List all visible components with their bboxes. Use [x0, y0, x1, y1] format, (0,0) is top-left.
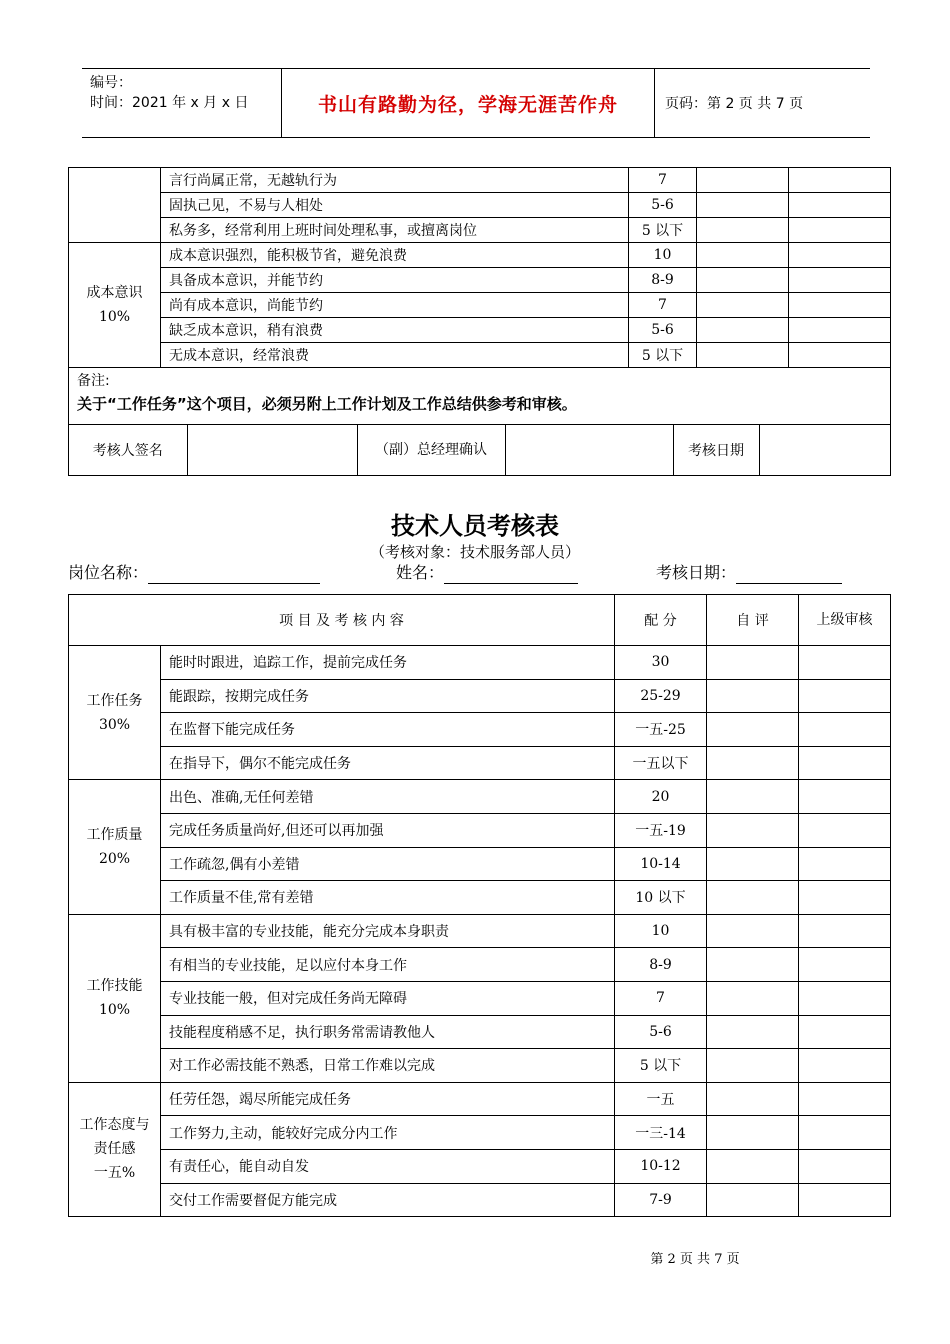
table-row: [69, 813, 891, 847]
self-eval-cell[interactable]: [697, 168, 789, 193]
supervisor-cell[interactable]: [799, 948, 891, 982]
evaluation-date-field[interactable]: [656, 562, 842, 584]
supervisor-cell[interactable]: [799, 813, 891, 847]
table-row: [69, 646, 891, 680]
score-value: 10 以下: [615, 881, 707, 915]
table-row: [69, 948, 891, 982]
reviewer-signature-field[interactable]: [187, 425, 357, 475]
note-text: 关于“工作任务”这个项目，必须另附上工作计划及工作总结供参考和审核。: [77, 395, 577, 413]
criterion-text: 有相当的专业技能，足以应付本身工作: [161, 948, 615, 982]
table-row: [69, 1116, 891, 1150]
self-eval-cell[interactable]: [707, 646, 799, 680]
supervisor-cell[interactable]: [799, 746, 891, 780]
score-value: 30: [615, 646, 707, 680]
self-eval-cell[interactable]: [707, 1049, 799, 1083]
table-row: [69, 1082, 891, 1116]
self-eval-cell[interactable]: [707, 1183, 799, 1217]
supervisor-cell[interactable]: [799, 914, 891, 948]
category-cell: [69, 646, 161, 780]
table-row: [69, 1149, 891, 1183]
table-row: [69, 713, 891, 747]
score-value: 8-9: [629, 268, 697, 293]
evaluation-date-label-bottom: 考核日期: [673, 425, 759, 475]
table-row: [69, 1015, 891, 1049]
signature-table: [69, 425, 891, 475]
header-motto: 书山有路勤为径，学海无涯苦作舟: [282, 69, 655, 137]
supervisor-cell[interactable]: [799, 1015, 891, 1049]
table-row: [69, 268, 891, 293]
supervisor-cell[interactable]: [789, 268, 891, 293]
table-row: [69, 981, 891, 1015]
criterion-text: 专业技能一般，但对完成任务尚无障碍: [161, 981, 615, 1015]
evaluation-date-label: 考核日期：: [656, 563, 737, 582]
self-eval-cell[interactable]: [707, 679, 799, 713]
score-value: 7: [629, 168, 697, 193]
self-eval-cell[interactable]: [707, 1082, 799, 1116]
table-row: [69, 847, 891, 881]
category-cell: [69, 780, 161, 914]
score-value: 10: [615, 914, 707, 948]
criterion-text: 工作努力,主动，能较好完成分内工作: [161, 1116, 615, 1150]
criterion-text: 私务多，经常利用上班时间处理私事，或擅离岗位: [161, 218, 629, 243]
criterion-text: 无成本意识，经常浪费: [161, 343, 629, 368]
category-weight: 20%: [98, 851, 131, 868]
number-label: 编号：: [90, 75, 132, 91]
category-cell-cost: [69, 243, 161, 368]
note-label: 备注:: [77, 373, 110, 389]
table-row: [69, 746, 891, 780]
table-row: [69, 318, 891, 343]
score-value: 7: [629, 293, 697, 318]
form-subtitle: （考核对象：技术服务部人员）: [369, 543, 580, 561]
criterion-text: 具备成本意识，并能节约: [161, 268, 629, 293]
criterion-text: 能跟踪，按期完成任务: [161, 679, 615, 713]
self-eval-cell[interactable]: [707, 1015, 799, 1049]
technical-staff-evaluation-table: [68, 594, 891, 1217]
category-name: 成本意识: [86, 285, 143, 301]
category-cell: [69, 1082, 161, 1216]
supervisor-cell[interactable]: [799, 713, 891, 747]
category-weight: 一五%: [93, 1165, 136, 1182]
table-row: [69, 1049, 891, 1083]
table-header-row: [69, 595, 891, 646]
category-weight: 30%: [98, 716, 131, 733]
supervisor-cell[interactable]: [789, 193, 891, 218]
criterion-text: 完成任务质量尚好,但还可以再加强: [161, 813, 615, 847]
supervisor-cell[interactable]: [789, 168, 891, 193]
post-name-label: 岗位名称：: [68, 563, 149, 582]
time-label: 时间：2021 年 x 月 x 日: [90, 95, 249, 111]
reviewer-signature-label: 考核人签名: [69, 425, 187, 475]
criterion-text: 有责任心，能自动自发: [161, 1149, 615, 1183]
criterion-text: 交付工作需要督促方能完成: [161, 1183, 615, 1217]
header-page-number: 页码：第 2 页 共 7 页: [665, 96, 804, 112]
category-weight: 10%: [98, 309, 131, 325]
criterion-text: 工作疏忽,偶有小差错: [161, 847, 615, 881]
criterion-text: 在指导下，偶尔不能完成任务: [161, 746, 615, 780]
category-cell-continued: [69, 168, 161, 243]
table-row: [69, 293, 891, 318]
table-row: [69, 168, 891, 193]
category-name: 工作任务: [86, 692, 143, 709]
criterion-text: 能时时跟进，追踪工作，提前完成任务: [161, 646, 615, 680]
supervisor-cell[interactable]: [799, 1183, 891, 1217]
note-row: [69, 368, 891, 425]
table-row: [69, 243, 891, 268]
supervisor-cell[interactable]: [789, 218, 891, 243]
employee-name-field[interactable]: [396, 562, 578, 584]
score-value: 10-12: [615, 1149, 707, 1183]
self-eval-cell[interactable]: [707, 981, 799, 1015]
criterion-text: 言行尚属正常，无越轨行为: [161, 168, 629, 193]
supervisor-cell[interactable]: [789, 343, 891, 368]
self-eval-cell[interactable]: [707, 1149, 799, 1183]
supervisor-cell[interactable]: [799, 981, 891, 1015]
criterion-text: 在监督下能完成任务: [161, 713, 615, 747]
criterion-text: 具有极丰富的专业技能，能充分完成本身职责: [161, 914, 615, 948]
criterion-text: 对工作必需技能不熟悉，日常工作难以完成: [161, 1049, 615, 1083]
self-eval-cell[interactable]: [707, 1116, 799, 1150]
self-eval-cell[interactable]: [707, 914, 799, 948]
employee-name-underline[interactable]: [444, 565, 578, 584]
score-value: 10-14: [615, 847, 707, 881]
score-value: 一五: [615, 1082, 707, 1116]
table-row: [69, 218, 891, 243]
score-value: 20: [615, 780, 707, 814]
score-value: 25-29: [615, 679, 707, 713]
self-eval-cell[interactable]: [697, 268, 789, 293]
criterion-text: 技能程度稍感不足，执行职务常需请教他人: [161, 1015, 615, 1049]
self-eval-cell[interactable]: [707, 746, 799, 780]
self-eval-cell[interactable]: [697, 293, 789, 318]
col-header-supervisor: 上级审核: [799, 595, 891, 646]
score-value: 7-9: [615, 1183, 707, 1217]
supervisor-cell[interactable]: [799, 1116, 891, 1150]
self-eval-cell[interactable]: [697, 193, 789, 218]
self-eval-cell[interactable]: [707, 713, 799, 747]
self-eval-cell[interactable]: [697, 343, 789, 368]
self-eval-cell[interactable]: [707, 813, 799, 847]
table-row: [69, 343, 891, 368]
col-header-item: 项 目 及 考 核 内 容: [69, 595, 615, 646]
criterion-text: 固执己见，不易与人相处: [161, 193, 629, 218]
self-eval-cell[interactable]: [697, 218, 789, 243]
form-title: 技术人员考核表: [391, 512, 559, 540]
score-value: 5 以下: [629, 343, 697, 368]
manager-confirm-field[interactable]: [505, 425, 673, 475]
supervisor-cell[interactable]: [799, 1049, 891, 1083]
table-row: [69, 679, 891, 713]
self-eval-cell[interactable]: [697, 318, 789, 343]
supervisor-cell[interactable]: [789, 318, 891, 343]
criterion-text: 任劳任怨，竭尽所能完成任务: [161, 1082, 615, 1116]
employee-name-label: 姓名：: [396, 563, 445, 582]
category-cell: [69, 914, 161, 1082]
manager-confirm-label: （副）总经理确认: [357, 425, 505, 475]
table-row: [69, 914, 891, 948]
table-row: [69, 1183, 891, 1217]
category-name: 工作态度与责任感: [79, 1117, 150, 1158]
supervisor-cell[interactable]: [799, 847, 891, 881]
score-value: 一五-25: [615, 713, 707, 747]
evaluation-date-underline[interactable]: [736, 565, 842, 584]
criterion-text: 尚有成本意识，尚能节约: [161, 293, 629, 318]
score-value: 5 以下: [615, 1049, 707, 1083]
evaluation-table-continued: [68, 167, 891, 476]
criterion-text: 出色、准确,无任何差错: [161, 780, 615, 814]
signature-row: [69, 425, 891, 476]
supervisor-cell[interactable]: [799, 881, 891, 915]
supervisor-cell[interactable]: [799, 646, 891, 680]
score-value: 5-6: [615, 1015, 707, 1049]
category-name: 工作技能: [86, 978, 143, 995]
self-eval-cell[interactable]: [707, 948, 799, 982]
page-header: [82, 68, 870, 138]
score-value: 一三-14: [615, 1116, 707, 1150]
header-meta: [82, 69, 282, 137]
self-eval-cell[interactable]: [697, 243, 789, 268]
score-value: 5-6: [629, 193, 697, 218]
criterion-text: 成本意识强烈，能积极节省，避免浪费: [161, 243, 629, 268]
note-cell: [69, 368, 891, 425]
score-value: 一五-19: [615, 813, 707, 847]
supervisor-cell[interactable]: [799, 679, 891, 713]
post-name-underline[interactable]: [148, 565, 320, 584]
category-name: 工作质量: [86, 827, 143, 844]
supervisor-cell[interactable]: [799, 1082, 891, 1116]
signature-container: [69, 425, 891, 476]
category-weight: 10%: [98, 1002, 131, 1019]
table-row: [69, 881, 891, 915]
supervisor-cell[interactable]: [789, 293, 891, 318]
col-header-self-eval: 自 评: [707, 595, 799, 646]
criterion-text: 缺乏成本意识，稍有浪费: [161, 318, 629, 343]
self-eval-cell[interactable]: [707, 780, 799, 814]
score-value: 8-9: [615, 948, 707, 982]
criterion-text: 工作质量不佳,常有差错: [161, 881, 615, 915]
evaluation-date-cell[interactable]: [759, 425, 891, 475]
score-value: 7: [615, 981, 707, 1015]
page-footer: [0, 1248, 950, 1267]
post-name-field[interactable]: [68, 562, 320, 584]
col-header-score: 配 分: [615, 595, 707, 646]
footer-page-number: 第 2 页 共 7 页: [650, 1252, 740, 1267]
score-value: 一五以下: [615, 746, 707, 780]
supervisor-cell[interactable]: [799, 780, 891, 814]
supervisor-cell[interactable]: [799, 1149, 891, 1183]
score-value: 10: [629, 243, 697, 268]
supervisor-cell[interactable]: [789, 243, 891, 268]
score-value: 5-6: [629, 318, 697, 343]
score-value: 5 以下: [629, 218, 697, 243]
table-row: [69, 193, 891, 218]
self-eval-cell[interactable]: [707, 881, 799, 915]
self-eval-cell[interactable]: [707, 847, 799, 881]
table-row: [69, 780, 891, 814]
